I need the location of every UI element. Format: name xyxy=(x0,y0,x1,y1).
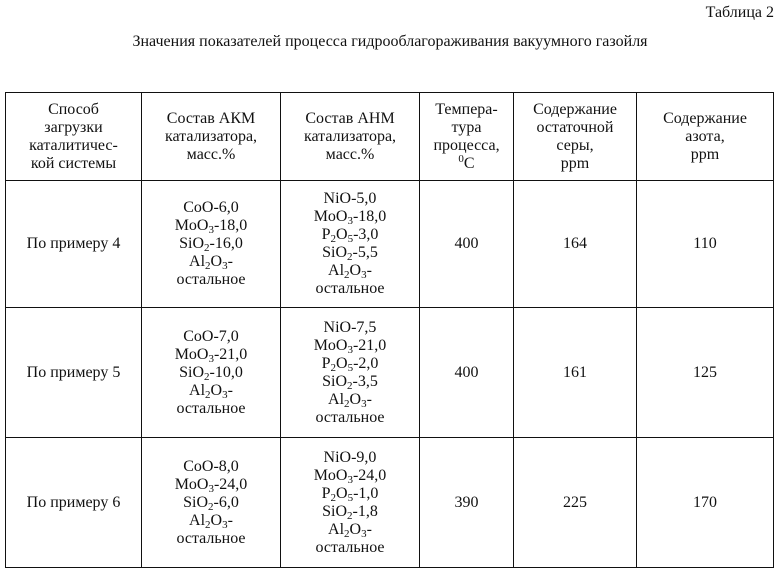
cell-temperature: 400 xyxy=(420,181,514,308)
composition-line: CoO-6,0 xyxy=(183,199,239,216)
composition-line: остальное xyxy=(176,271,246,288)
header-temperature: Темпера- тура процесса, $^0$С xyxy=(420,93,514,181)
cell-anm-composition xyxy=(281,181,420,308)
composition-line: $Al_2O_3-$ xyxy=(189,381,233,401)
composition-line: CoO-8,0 xyxy=(183,457,239,475)
header-method: Способ загрузки каталитичес- кой системы xyxy=(6,93,142,181)
composition-line: $P_2O_5-1,0$ xyxy=(321,484,379,504)
cell-anm-composition xyxy=(281,308,420,438)
composition-line: SiO$_2$-5,5 xyxy=(322,244,378,263)
composition-line: остальное xyxy=(176,529,246,547)
cell-nitrogen: 110 xyxy=(637,181,774,308)
cell-sulfur: 161 xyxy=(514,308,637,438)
composition-line: $Al_2O_3-$ xyxy=(328,262,372,281)
header-sulfur: Содержание остаточной серы, ppm xyxy=(514,93,637,181)
composition-line: SiO$_2$-16,0 xyxy=(179,235,243,254)
temperature-unit: $^0$С xyxy=(458,152,475,172)
composition-line: CoO-7,0 xyxy=(183,327,239,345)
table-caption: Значения показателей процесса гидрооблагораживания вакуумного газойля xyxy=(132,33,648,50)
cell-temperature: 390 xyxy=(420,438,514,568)
table-number: Таблица 2 xyxy=(705,4,774,21)
cell-anm-composition xyxy=(281,438,420,568)
composition-line: SiO$_2$-1,8 xyxy=(322,502,378,522)
composition-line: NiO-9,0 xyxy=(323,448,377,466)
composition-line: остальное xyxy=(176,399,246,417)
cell-akm-composition xyxy=(142,308,281,438)
composition-line: SiO$_2$-10,0 xyxy=(179,363,243,383)
cell-nitrogen: 125 xyxy=(637,308,774,438)
header-anm: Состав АНМ катализатора, масс.% xyxy=(281,93,420,181)
composition-line: MoO$_3$-24,0 xyxy=(313,466,387,486)
cell-sulfur: 164 xyxy=(514,181,637,308)
table-row xyxy=(6,438,774,568)
header-row xyxy=(6,93,774,181)
composition-line: остальное xyxy=(315,408,385,426)
composition-line: $P_2O_5-3,0$ xyxy=(321,226,379,245)
composition-line: MoO$_3$-21,0 xyxy=(313,336,387,356)
composition-line: MoO$_3$-21,0 xyxy=(174,345,248,365)
composition-line: $P_2O_5-2,0$ xyxy=(321,354,379,374)
header-nitrogen: Содержание азота, ppm xyxy=(637,93,774,181)
cell-nitrogen: 170 xyxy=(637,438,774,568)
composition-line: $Al_2O_3-$ xyxy=(328,390,372,410)
composition-line: остальное xyxy=(315,538,385,556)
table-row xyxy=(6,181,774,308)
composition-line: $Al_2O_3-$ xyxy=(328,520,372,540)
cell-akm-composition xyxy=(142,438,281,568)
cell-temperature: 400 xyxy=(420,308,514,438)
composition-line: MoO$_3$-18,0 xyxy=(313,208,387,227)
composition-line: остальное xyxy=(315,280,385,297)
cell-method: По примеру 6 xyxy=(6,438,142,568)
table-row xyxy=(6,308,774,438)
cell-akm-composition xyxy=(142,181,281,308)
composition-line: $Al_2O_3-$ xyxy=(189,253,233,272)
cell-method: По примеру 5 xyxy=(6,308,142,438)
composition-line: NiO-5,0 xyxy=(323,190,377,207)
cell-sulfur: 225 xyxy=(514,438,637,568)
composition-line: SiO$_2$-6,0 xyxy=(183,493,239,513)
composition-line: NiO-7,5 xyxy=(323,318,377,336)
results-table xyxy=(5,92,774,568)
composition-line: SiO$_2$-3,5 xyxy=(322,372,378,392)
header-akm: Состав АКМ катализатора, масс.% xyxy=(142,93,281,181)
composition-line: $Al_2O_3-$ xyxy=(189,511,233,531)
cell-method: По примеру 4 xyxy=(6,181,142,308)
composition-line: MoO$_3$-24,0 xyxy=(174,475,248,495)
composition-line: MoO$_3$-18,0 xyxy=(174,217,248,236)
